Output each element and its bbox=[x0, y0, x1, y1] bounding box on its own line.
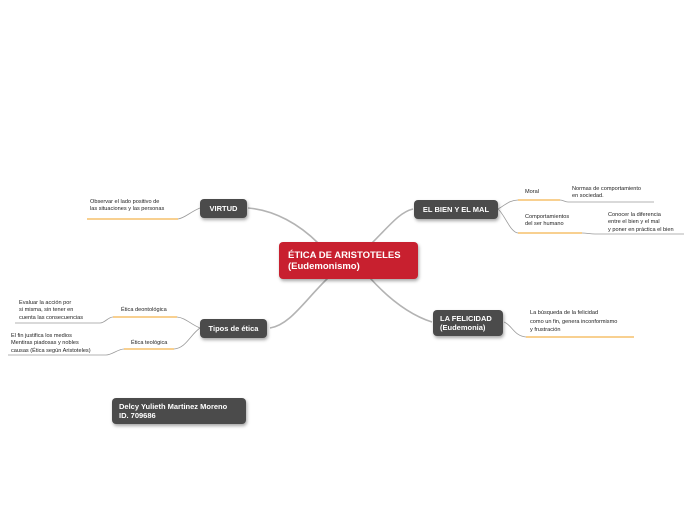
central-subtitle: (Eudemonismo) bbox=[288, 260, 360, 272]
topic-felicidad-title: LA FELICIDAD bbox=[440, 313, 492, 323]
topic-bien-mal-label: EL BIEN Y EL MAL bbox=[422, 205, 490, 214]
connector-teologica bbox=[174, 328, 200, 349]
connector-deontologica-detail bbox=[100, 317, 113, 323]
connector-felicidad-child bbox=[504, 322, 526, 337]
deontologica-label[interactable]: Ética deontológica bbox=[121, 307, 167, 313]
comportamientos-label[interactable]: Comportamientos del ser humano bbox=[525, 214, 570, 228]
connector-bien-mal bbox=[372, 209, 413, 243]
author-box[interactable] bbox=[112, 398, 246, 424]
central-topic[interactable] bbox=[279, 242, 418, 279]
connector-deontologica bbox=[177, 317, 200, 328]
topic-bien-mal[interactable] bbox=[414, 200, 498, 219]
connector-tipos bbox=[270, 278, 328, 328]
topic-virtud[interactable] bbox=[200, 199, 247, 218]
virtud-child-text[interactable]: Observar el lado positivo de las situaciones y las personas bbox=[90, 199, 165, 213]
topic-felicidad[interactable] bbox=[433, 310, 503, 336]
topic-virtud-label: VIRTUD bbox=[209, 204, 238, 213]
teologica-label[interactable]: Ética teológica bbox=[131, 340, 168, 346]
teologica-detail[interactable]: El fin justifica los medios Mentiras piadosas y nobles causas (Ética según Aristoteles) bbox=[11, 333, 91, 354]
central-title: ÉTICA DE ARISTOTELES bbox=[288, 249, 401, 261]
connector-felicidad bbox=[370, 278, 432, 322]
moral-detail[interactable]: Normas de comportamiento en sociedad. bbox=[572, 186, 642, 200]
connector-comportamientos-detail bbox=[582, 233, 595, 234]
topic-tipos-etica[interactable] bbox=[200, 319, 267, 338]
connector-teologica-detail bbox=[106, 349, 124, 355]
felicidad-child-text[interactable]: La búsqueda de la felicidad como un fin, genera inconformismo y frustración bbox=[530, 310, 618, 334]
moral-label[interactable]: Moral bbox=[525, 189, 539, 195]
connector-virtud-child bbox=[178, 208, 200, 219]
topic-felicidad-subtitle: (Eudemonia) bbox=[440, 323, 486, 332]
connector-moral-detail bbox=[560, 200, 568, 202]
author-id: ID. 709686 bbox=[119, 411, 156, 420]
connector-moral bbox=[498, 200, 518, 209]
connector-comportamientos bbox=[498, 209, 518, 233]
author-name: Delcy Yulieth Martinez Moreno bbox=[119, 401, 228, 411]
connector-virtud bbox=[248, 208, 318, 243]
deontologica-detail[interactable]: Evaluar la acción por si misma, sin tener en cuenta las consecuencias bbox=[19, 300, 84, 321]
topic-tipos-etica-label: Tipos de ética bbox=[208, 324, 259, 333]
comportamientos-detail[interactable]: Conocer la diferencia entre el bien y el mal y poner en práctica el bien bbox=[608, 212, 674, 233]
